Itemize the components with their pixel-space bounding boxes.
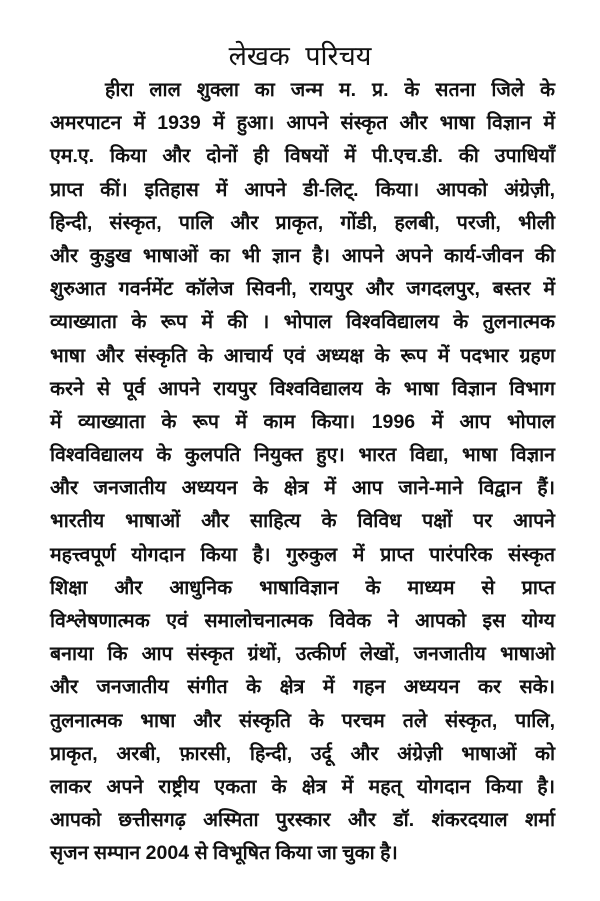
text-line: आपको छत्तीसगढ़ अस्मिता पुरस्कार और डॉ. शंकरदयाल शर्मा <box>50 809 555 832</box>
text-line: में व्याख्याता के रूप में काम किया। 1996 में आप भोपाल <box>50 410 555 433</box>
author-bio-paragraph <box>50 74 555 871</box>
text-line: और कुडुख भाषाओं का भी ज्ञान है। आपने अपने कार्य-जीवन की <box>50 244 555 267</box>
text-line: भारतीय भाषाओं और साहित्य के विविध पक्षों पर आपने <box>50 510 555 533</box>
text-line: विश्वविद्यालय के कुलपति नियुक्त हुए। भारत विद्या, भाषा विज्ञान <box>50 444 555 467</box>
text-line: प्राकृत, अरबी, फ़ारसी, हिन्दी, उर्दू और अंग्रेज़ी भाषाओं को <box>50 742 555 765</box>
text-line: सृजन सम्पान 2004 से विभूषित किया जा चुका है। <box>50 842 398 865</box>
text-line: प्राप्त कीं। इतिहास में आपने डी-लिट्. किया। आपको अंग्रेज़ी, <box>50 178 555 201</box>
text-line: महत्त्वपूर्ण योगदान किया है। गुरुकुल में प्राप्त पारंपरिक संस्कृत <box>50 543 555 566</box>
text-line: एम.ए. किया और दोनों ही विषयों में पी.एच.डी. की उपाधियाँ <box>50 145 555 168</box>
text-line: हिन्दी, संस्कृत, पालि और प्राकृत, गोंडी, हलबी, परजी, भीली <box>50 211 555 234</box>
text-line: और जनजातीय संगीत के क्षेत्र में गहन अध्ययन कर सके। <box>50 676 555 699</box>
text-line: लाकर अपने राष्ट्रीय एकता के क्षेत्र में महत् योगदान किया है। <box>50 775 555 798</box>
text-line: करने से पूर्व आपने रायपुर विश्वविद्यालय के भाषा विज्ञान विभाग <box>50 377 555 400</box>
text-line: शुरुआत गवर्नमेंट कॉलेज सिवनी, रायपुर और जगदलपुर, बस्तर में <box>50 278 555 301</box>
text-line: विश्लेषणात्मक एवं समालोचनात्मक विवेक ने आपको इस योग्य <box>50 610 555 632</box>
text-line: तुलनात्मक भाषा और संस्कृति के परचम तले संस्कृत, पालि, <box>50 709 555 732</box>
text-line: व्याख्याता के रूप में की । भोपाल विश्वविद्यालय के तुलनात्मक <box>50 311 555 334</box>
text-line: अमरपाटन में 1939 में हुआ। आपने संस्कृत और भाषा विज्ञान में <box>50 112 555 135</box>
text-line: और जनजातीय अध्ययन के क्षेत्र में आप जाने-माने विद्वान हैं। <box>50 477 555 500</box>
text-line: हीरा लाल शुक्ला का जन्म म. प्र. के सतना जिले के <box>105 79 555 101</box>
text-line: बनाया कि आप संस्कृत ग्रंथों, उत्कीर्ण लेखों, जनजातीय भाषाओ <box>50 643 555 666</box>
text-line: शिक्षा और आधुनिक भाषाविज्ञान के माध्यम से प्राप्त <box>50 576 555 599</box>
text-line: भाषा और संस्कृति के आचार्य एवं अध्यक्ष के रूप में पदभार ग्रहण <box>50 344 555 367</box>
page-title: लेखक परिचय <box>228 41 372 72</box>
